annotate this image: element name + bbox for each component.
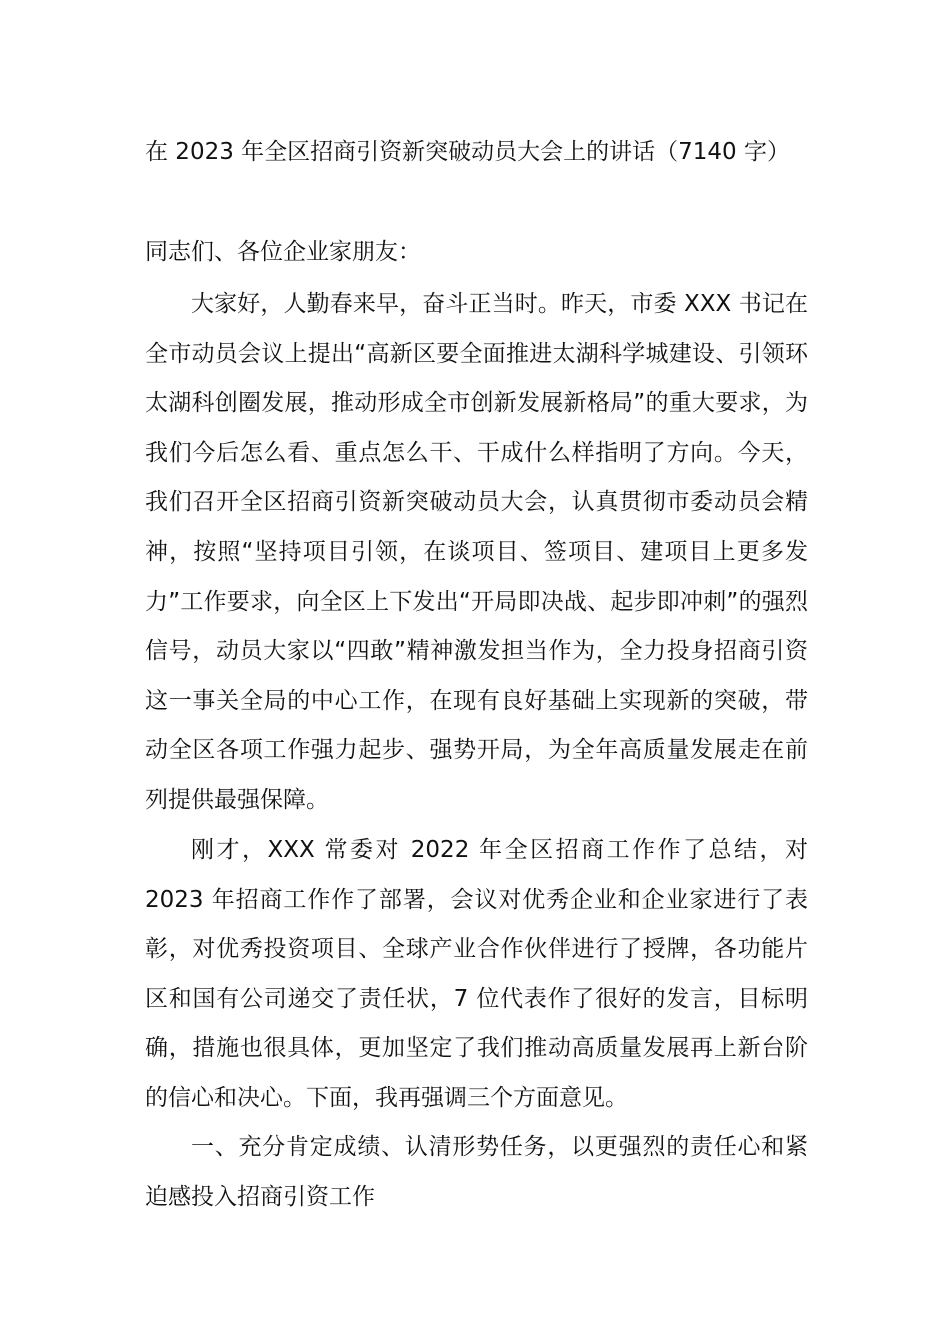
document-title: 在 2023 年全区招商引资新突破动员大会上的讲话（7140 字） [145,139,790,165]
section-heading-1: 一、充分肯定成绩、认清形势任务，以更强烈的责任心和紧迫感投入招商引资工作 [145,1134,808,1210]
paragraph-2: 刚才，XXX 常委对 2022 年全区招商工作作了总结，对 2023 年招商工作作了部署，会议对优秀企业和企业家进行了表彰，对优秀投资项目、全球产业合作伙伴进行了授牌，各功能片区和国有公司递交了责任状，7 位代表作了很好的发言，目标明确，措施也很具体，更加坚定了我们推动高质量发展再上新台阶的信心和决心。下面，我再强调三个方面意见。 [145,837,808,1111]
salutation: 同志们、各位企业家朋友： [145,239,421,265]
paragraph-1: 大家好，人勤春来早，奋斗正当时。昨天，市委 XXX 书记在全市动员会议上提出“高新区要全面推进太湖科学城建设、引领环太湖科创圈发展，推动形成全市创新发展新格局”的重大要求，为我们今后怎么看、重点怎么干、干成什么样指明了方向。今天，我们召开全区招商引资新突破动员大会，认真贯彻市委动员会精神，按照“坚持项目引领，在谈项目、签项目、建项目上更多发力”工作要求，向全区上下发出“开局即决战、起步即冲刺”的强烈信号，动员大家以“四敢”精神激发担当作为，全力投身招商引资这一事关全局的中心工作，在现有良好基础上实现新的突破，带动全区各项工作强力起步、强势开局，为全年高质量发展走在前列提供最强保障。 [145,291,808,813]
